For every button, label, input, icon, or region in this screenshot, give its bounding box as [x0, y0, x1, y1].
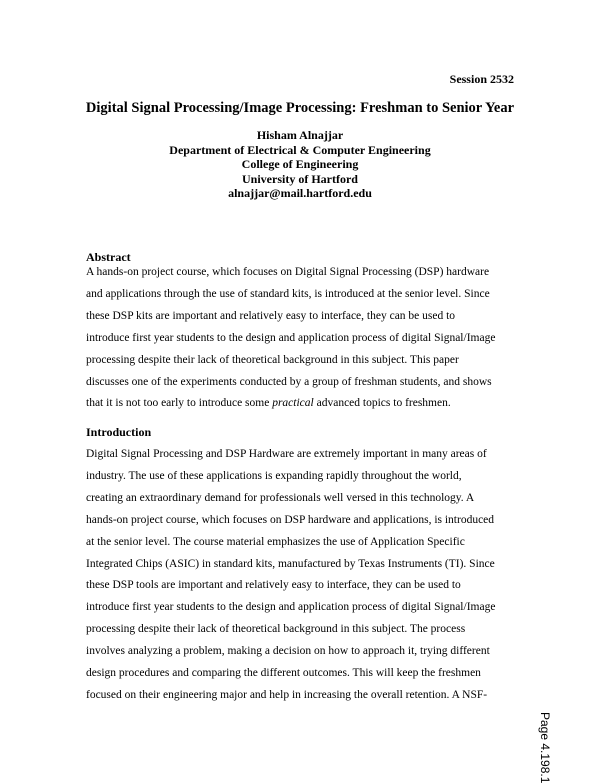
abstract-line: these DSP kits are important and relatively easy to interface, they can be used to: [86, 309, 456, 322]
abstract-line: discusses one of the experiments conducted by a group of freshman students, and shows: [86, 375, 492, 388]
abstract-line: A hands-on project course, which focuses on Digital Signal Processing (DSP) hardware: [86, 266, 490, 278]
page-number-label: Page 4.198.1: [538, 712, 552, 783]
abstract-line: processing despite their lack of theoretical background in this subject. This paper: [86, 353, 459, 366]
abstract-line: introduce first year students to the design and application process of digital Signal/Image: [86, 331, 496, 344]
author-name: Hisham Alnajjar: [256, 128, 344, 142]
paper-title: Digital Signal Processing/Image Processing: Freshman to Senior Year: [85, 100, 515, 116]
abstract-emphasis: practical: [272, 397, 314, 410]
introduction-line: hands-on project course, which focuses on DSP hardware and applications, is introduced: [86, 513, 495, 526]
session-number: Session 2532: [449, 72, 514, 86]
introduction-line: creating an extraordinary demand for professionals well versed in this technology. A: [86, 491, 475, 504]
abstract-line: and applications through the use of standard kits, is introduced at the senior level. Since: [86, 287, 490, 300]
introduction-line: at the senior level. The course material emphasizes the use of Application Specific: [86, 535, 465, 548]
introduction-line: involves analyzing a problem, making a decision on how to approach it, trying different: [86, 645, 490, 658]
introduction-line: introduce first year students to the design and application process of digital Signal/Image: [86, 601, 496, 614]
introduction-line: these DSP tools are important and relatively easy to interface, they can be used to: [86, 579, 461, 592]
author-email: alnajjar@mail.hartford.edu: [228, 186, 372, 200]
introduction-line: Digital Signal Processing and DSP Hardware are extremely important in many areas of: [86, 448, 487, 460]
introduction-text: [86, 444, 526, 707]
introduction-line: design procedures and comparing the different outcomes. This will keep the freshmen: [86, 667, 481, 680]
author-university: University of Hartford: [242, 171, 358, 186]
abstract-last-line-start: that it is not too early to introduce some: [86, 397, 273, 410]
author-college: College of Engineering: [241, 157, 359, 171]
abstract-last-line: [86, 393, 526, 415]
abstract-last-line-end: advanced topics to freshmen.: [313, 397, 451, 410]
abstract-heading: Abstract: [86, 250, 131, 264]
introduction-line: industry. The use of these applications is expanding rapidly throughout the world,: [86, 469, 462, 482]
introduction-line: Integrated Chips (ASIC) in standard kits, manufactured by Texas Instruments (TI). Since: [86, 557, 495, 570]
author-block: [0, 128, 600, 201]
author-department: Department of Electrical & Computer Engineering: [169, 142, 431, 157]
introduction-heading: Introduction: [86, 425, 152, 439]
introduction-line: processing despite their lack of theoretical background in this subject. The process: [86, 623, 466, 636]
abstract-text: [86, 262, 526, 415]
introduction-line: focused on their engineering major and help in increasing the overall retention. A NSF-: [86, 688, 488, 701]
